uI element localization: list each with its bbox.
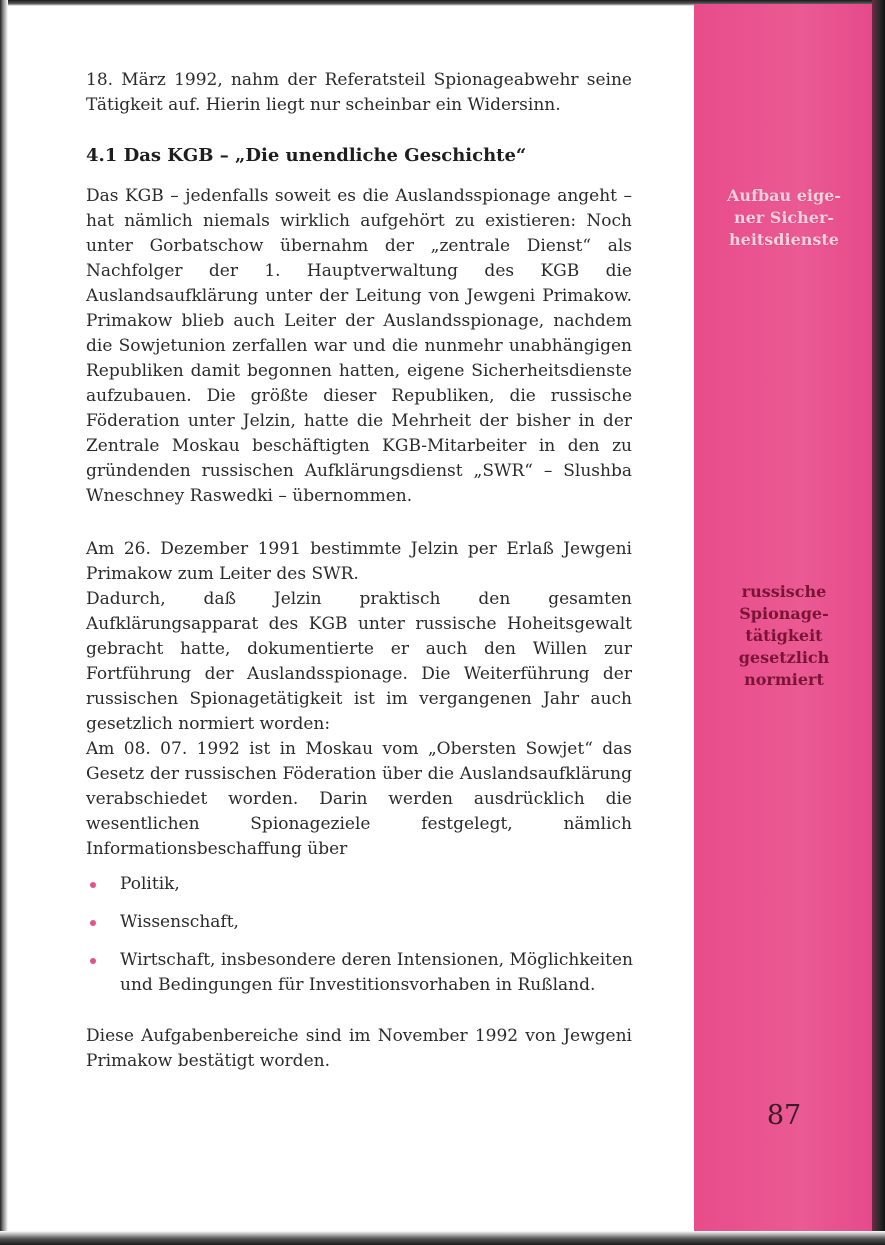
- margin-note-security-services: Aufbau eige- ner Sicher- heitsdienste: [727, 186, 841, 249]
- list-item: [86, 948, 646, 998]
- body-paragraph-4: Am 08. 07. 1992 ist in Moskau vom „Obersten Sowjet“ das Gesetz der russischen Föderation über die Auslandsaufklärung verabschiedet worden. Darin werden ausdrücklich die wesentlichen Spionageziele festgelegt, nämlich Informationsbeschaffung über: [86, 739, 632, 859]
- list-item-text: Wirtschaft, insbesondere deren Intensionen, Möglichkeiten und Bedingungen für Investitionsvorhaben in Rußland.: [120, 950, 633, 995]
- intro-paragraph: 18. März 1992, nahm der Referatsteil Spionageabwehr seine Tätigkeit auf. Hierin liegt nur scheinbar ein Widersinn.: [86, 70, 632, 115]
- page-number: 87: [766, 1100, 802, 1131]
- body-paragraph-1: Das KGB – jedenfalls soweit es die Auslandsspionage angeht – hat nämlich niemals wirklich aufgehört zu existieren: Noch unter Gorbatschow übernahm der „zentrale Dienst“ als Nachfolger der 1. Hauptverwaltung des KGB die Auslandsaufklärung unter der Leitung von Jewgeni Primakow. Primakow blieb auch Leiter der Auslandsspionage, nachdem die Sowjetunion zerfallen war und die nunmehr unabhängigen Republiken damit begonnen hatten, eigene Sicherheitsdienste aufzubauen. Die größte dieser Republiken, die russische Föderation unter Jelzin, hatte die Mehrheit der bisher in der Zentrale Moskau beschäftigten KGB-Mitarbeiter in den zu gründenden russischen Aufklärungsdienst „SWR“ – Slushba Wneschney Raswedki – übernommen.: [86, 186, 632, 506]
- closing-paragraph: Diese Aufgabenbereiche sind im November 1992 von Jewgeni Primakow bestätigt worden.: [86, 1026, 632, 1071]
- bullet-list: [86, 872, 646, 1011]
- page-left-edge: [0, 0, 8, 1245]
- list-item: [86, 872, 646, 897]
- list-item: [86, 910, 646, 935]
- section-heading: 4.1 Das KGB – „Die unendliche Geschichte“: [86, 145, 527, 166]
- list-item-text: Politik,: [120, 874, 180, 894]
- body-paragraph-3: Dadurch, daß Jelzin praktisch den gesamten Aufklärungsapparat des KGB unter russische Hoheitsgewalt gebracht hatte, dokumentierte er auch den Willen zur Fortführung der Auslandsspionage. Die Weiterführung der russischen Spionagetätigkeit ist im vergangenen Jahr auch gesetzlich normiert worden:: [86, 589, 632, 734]
- body-paragraph-2: Am 26. Dezember 1991 bestimmte Jelzin per Erlaß Jewgeni Primakow zum Leiter des SWR.: [86, 539, 632, 584]
- page-bottom-edge: [0, 1231, 885, 1245]
- list-item-text: Wissenschaft,: [120, 912, 239, 932]
- bullet-dot-icon: [90, 958, 96, 964]
- page-right-edge: [872, 0, 885, 1245]
- bullet-dot-icon: [90, 920, 96, 926]
- margin-note-espionage-law: russische Spionage- tätigkeit gesetzlich normiert: [738, 582, 830, 689]
- bullet-dot-icon: [90, 882, 96, 888]
